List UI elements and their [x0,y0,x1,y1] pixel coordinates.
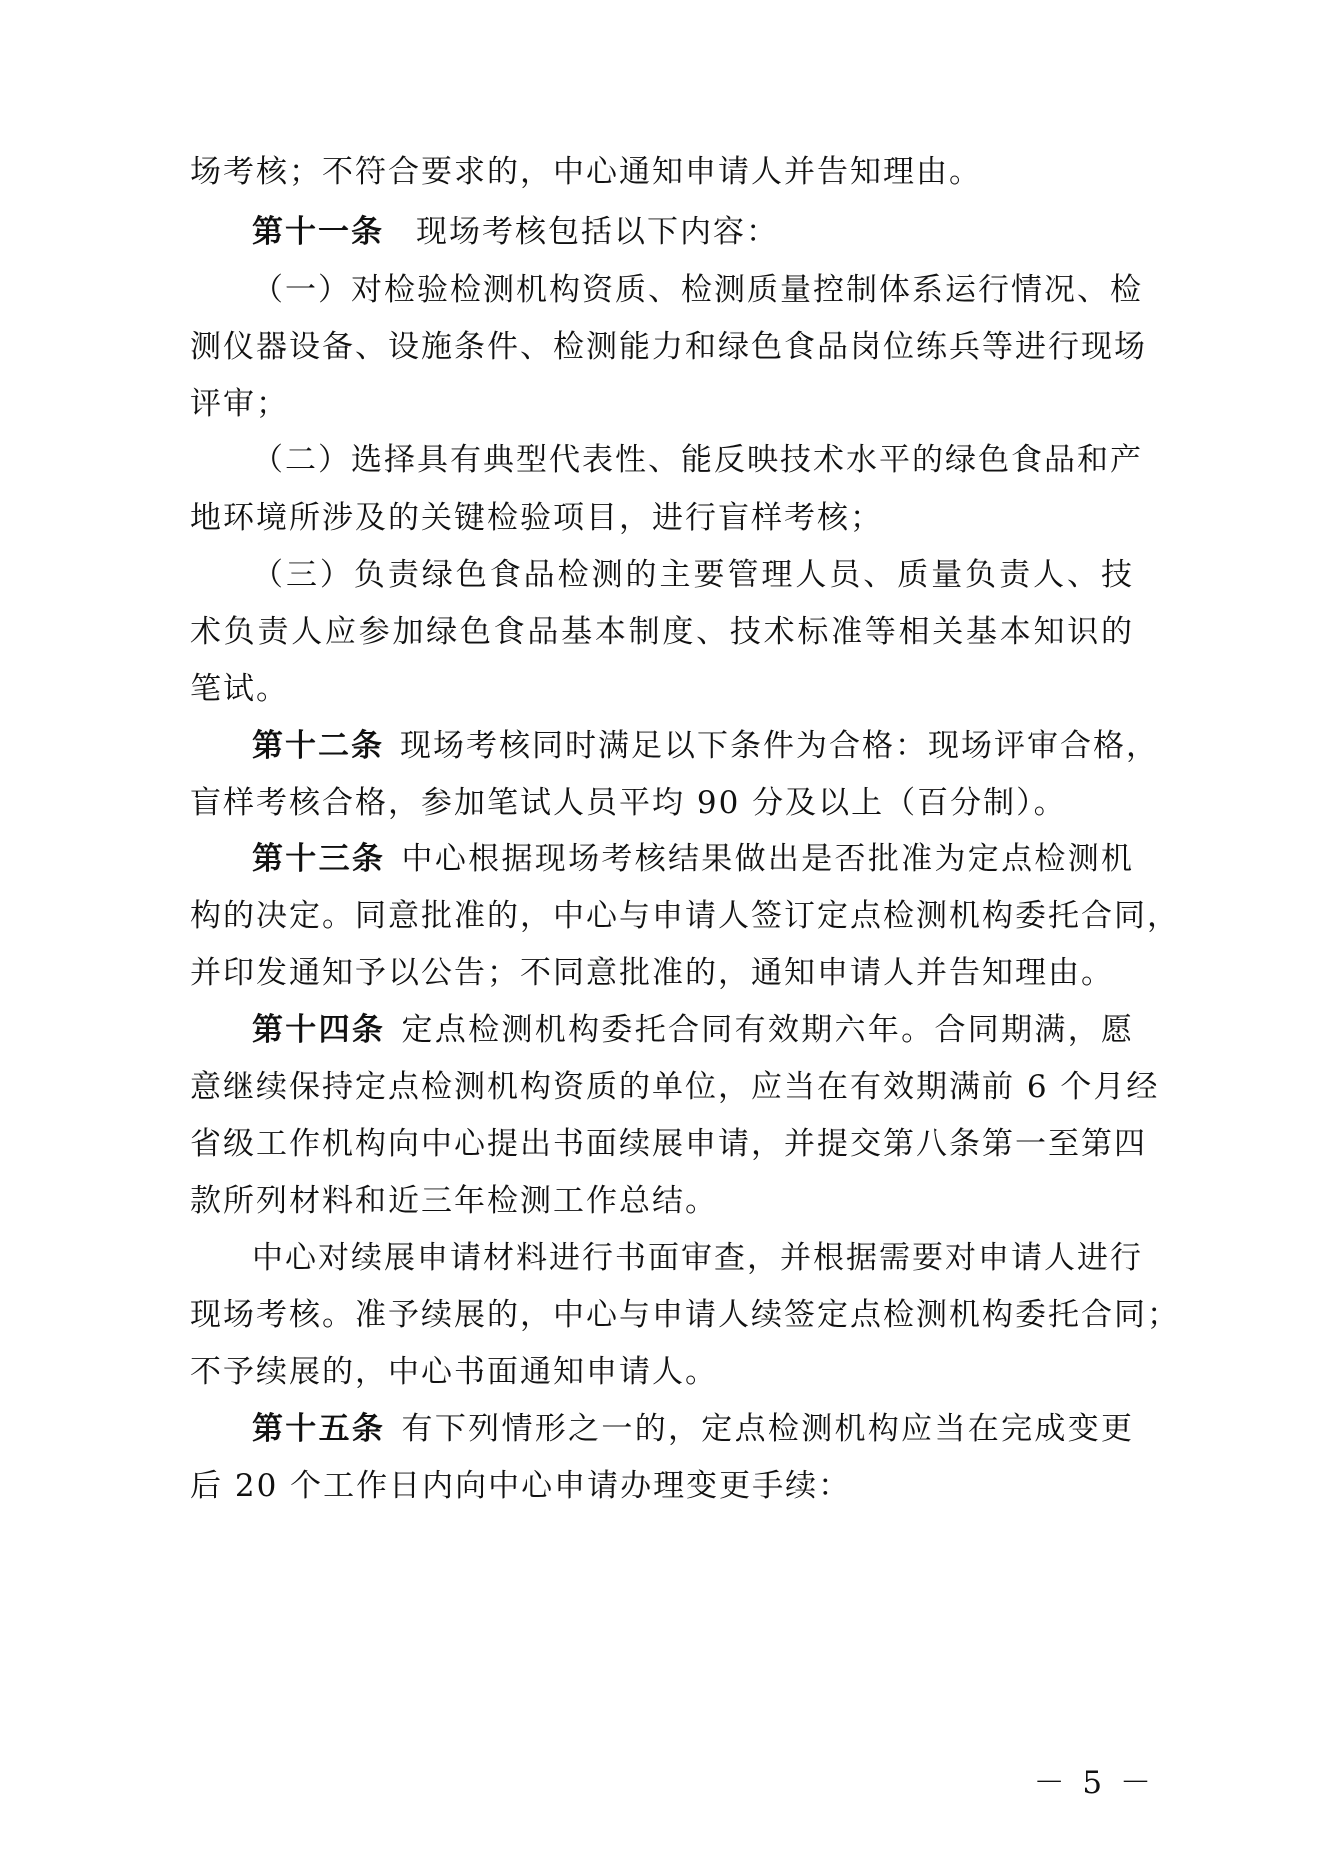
text-line: 场考核；不符合要求的，中心通知申请人并告知理由。 [190,154,982,190]
article-text: 定点检测机构委托合同有效期六年。合同期满，愿 [401,1012,1135,1048]
text-line: 现场考核。准予续展的，中心与申请人续签定点检测机构委托合同； [190,1297,1180,1333]
text-line: 款所列材料和近三年检测工作总结。 [190,1183,718,1219]
text-line: 测仪器设备、设施条件、检测能力和绿色食品岗位练兵等进行现场 [190,329,1147,365]
text-line: （三）负责绿色食品检测的主要管理人员、质量负责人、技 [252,557,1134,593]
article-12-line [252,726,1159,770]
text-line: 构的决定。同意批准的，中心与申请人签订定点检测机构委托合同， [190,898,1180,934]
text-line: 中心对续展申请材料进行书面审查，并根据需要对申请人进行 [252,1240,1143,1276]
article-text: 中心根据现场考核结果做出是否批准为定点检测机 [401,841,1135,877]
article-heading: 第十一条 [252,214,384,250]
text-line: 意继续保持定点检测机构资质的单位，应当在有效期满前 6 个月经 [190,1069,1160,1105]
article-13-line [252,839,1134,883]
article-text: 有下列情形之一的，定点检测机构应当在完成变更 [401,1411,1135,1447]
text-line: 省级工作机构向中心提出书面续展申请，并提交第八条第一至第四 [190,1126,1147,1162]
article-15-line [252,1409,1134,1453]
article-heading: 第十四条 [252,1012,386,1048]
text-line: 盲样考核合格，参加笔试人员平均 90 分及以上（百分制）。 [190,785,1067,821]
article-heading: 第十二条 [252,728,384,764]
text-line: 并印发通知予以公告；不同意批准的，通知申请人并告知理由。 [190,955,1114,991]
article-14-line [252,1010,1134,1054]
text-line: 地环境所涉及的关键检验项目，进行盲样考核； [190,500,883,536]
article-11-line [252,212,1134,256]
article-heading: 第十五条 [252,1411,386,1447]
text-line: 后 20 个工作日内向中心申请办理变更手续： [190,1468,852,1504]
text-line: （二）选择具有典型代表性、能反映技术水平的绿色食品和产 [252,442,1143,478]
text-line: 不予续展的，中心书面通知申请人。 [190,1354,718,1390]
article-text: 现场考核同时满足以下条件为合格：现场评审合格， [400,728,1159,764]
text-line: 评审； [190,386,289,422]
page-number: － 5 － [1033,1765,1155,1801]
article-text: 现场考核包括以下内容： [416,214,779,250]
text-line: （一）对检验检测机构资质、检测质量控制体系运行情况、检 [252,272,1143,308]
text-line: 笔试。 [190,671,289,707]
article-heading: 第十三条 [252,841,386,877]
text-line: 术负责人应参加绿色食品基本制度、技术标准等相关基本知识的 [190,614,1134,650]
